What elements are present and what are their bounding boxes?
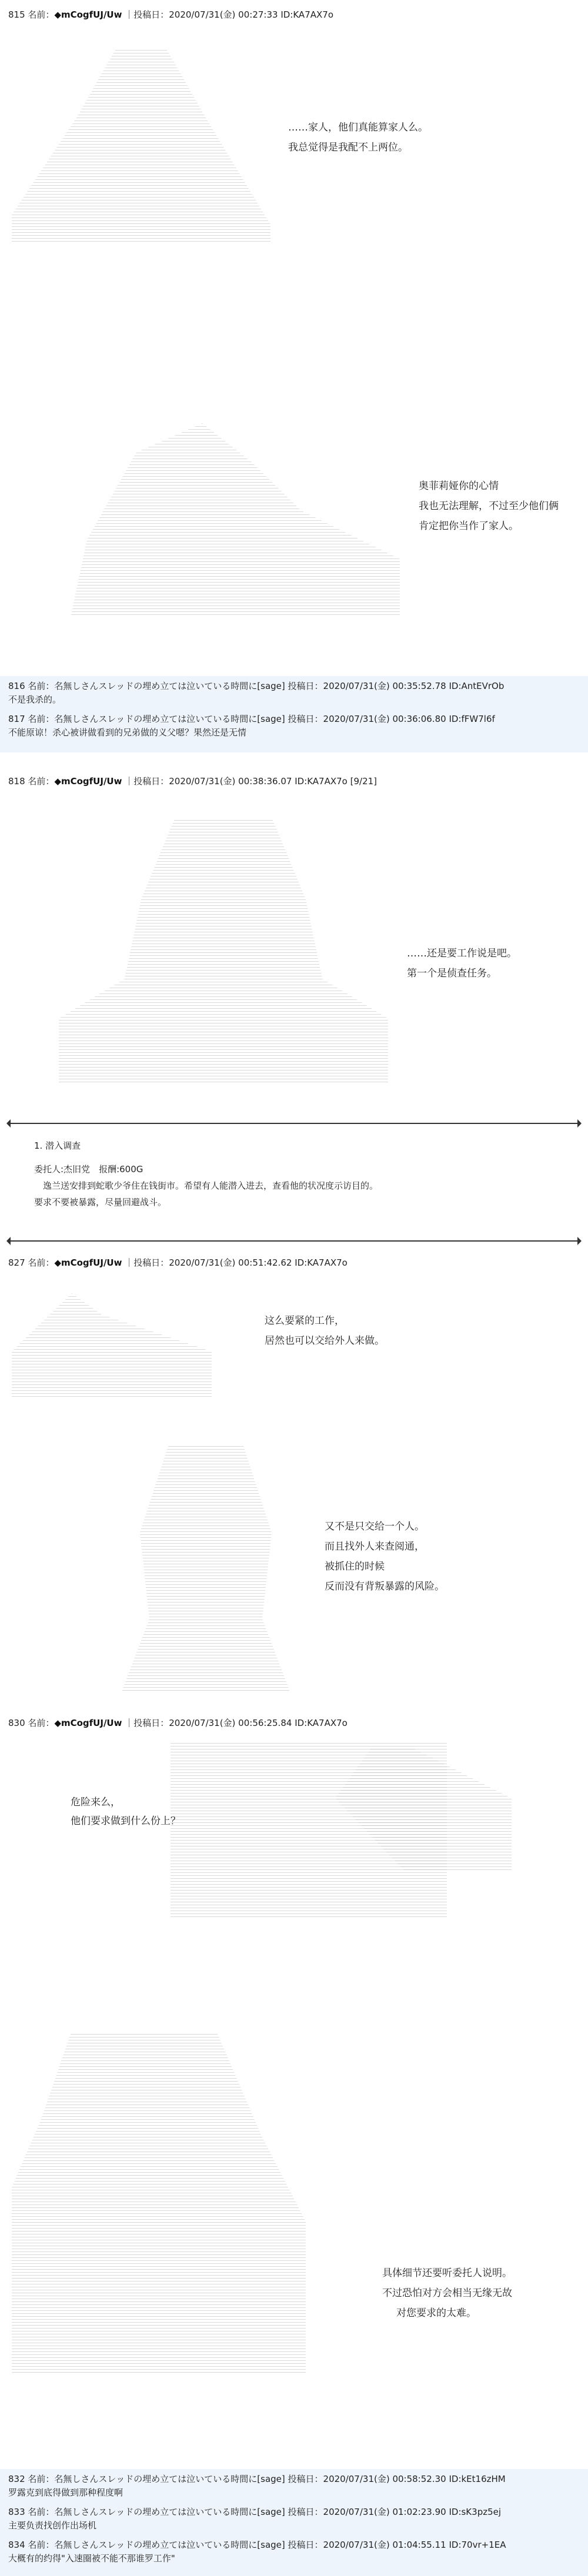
post-header: 832 名前：名無しさんスレッドの埋め立ては泣いている時間に[sage] 投稿日：2020/07/31(金) 00:58:52.30 ID:kEt16zHM xyxy=(8,2474,506,2484)
dialog-text: ……还是要工作说是吧。 第一个是侦查任务。 xyxy=(407,948,517,979)
reply-block: 832 名前：名無しさんスレッドの埋め立ては泣いている時間に[sage] 投稿日：2020/07/31(金) 00:58:52.30 ID:kEt16zHM 罗露克到底得做到那种程度啊 833 名前：名無しさんスレッドの埋め立ては泣いている時間に[sage] 投稿日：2020/07/31(金) 01:02:23.90 ID:sK3pz5ej 主要负责找创作出场机 834 名前：名無しさんスレッドの埋め立ては泣いている時間に[sage] 投稿日：2020/07/31(金) 01:04:55.11 ID:70vr+1EA 大概有的约得"入速圈被不能不那谁罗工作" xyxy=(0,2469,588,2576)
dialog-text: 又不是只交给一个人。 而且找外人来查阅通， 被抓住的时候 反而没有背叛暴露的风险。 xyxy=(325,1521,445,1593)
ascii-art-character xyxy=(12,2034,306,2375)
task-title: 1. 潜入调查 xyxy=(34,1140,81,1151)
tripcode[interactable]: ◆mCogfUJ/Uw xyxy=(54,776,122,787)
reply-block: 816 名前：名無しさんスレッドの埋め立ては泣いている時間に[sage] 投稿日：2020/07/31(金) 00:35:52.78 ID:AntEVrOb 不是我杀的。 817 名前：名無しさんスレッドの埋め立ては泣いている時間に[sage] 投稿日：2020/07/31(金) 00:36:06.80 ID:fFW7l6f 不能原谅！杀心被讲做看到的兄弟做的义父嗯？果然还是无情 xyxy=(0,676,588,752)
ascii-art-character xyxy=(59,820,388,1085)
divider xyxy=(8,1123,580,1124)
post-header: 833 名前：名無しさんスレッドの埋め立ては泣いている時間に[sage] 投稿日：2020/07/31(金) 01:02:23.90 ID:sK3pz5ej xyxy=(8,2507,502,2517)
tripcode[interactable]: ◆mCogfUJ/Uw xyxy=(54,1257,122,1268)
ascii-art-character xyxy=(12,1293,212,1399)
divider xyxy=(8,1240,580,1242)
dialog-text: 具体细节还要听委托人说明。 不过恐怕对方会相当无缘无故 对您要求的太难。 xyxy=(382,2267,512,2319)
post-header: 816 名前：名無しさんスレッドの埋め立ては泣いている時間に[sage] 投稿日：2020/07/31(金) 00:35:52.78 ID:AntEVrOb xyxy=(8,681,505,691)
ascii-art-character xyxy=(12,50,270,244)
dialog-text: 奥菲莉娅你的心情 我也无法理解，不过至少他们俩 肯定把你当作了家人。 xyxy=(419,480,559,532)
tripcode[interactable]: ◆mCogfUJ/Uw xyxy=(54,1718,122,1728)
post-header: 817 名前：名無しさんスレッドの埋め立ては泣いている時間に[sage] 投稿日：2020/07/31(金) 00:36:06.80 ID:fFW7l6f xyxy=(8,714,495,724)
post-header: 834 名前：名無しさんスレッドの埋め立ては泣いている時間に[sage] 投稿日：2020/07/31(金) 01:04:55.11 ID:70vr+1EA xyxy=(8,2540,506,2550)
dialog-text: 这么要紧的工作， 居然也可以交给外人来做。 xyxy=(265,1315,385,1347)
post-header: 815 名前：◆mCogfUJ/Uw ｜投稿日：2020/07/31(金) 00:27:33 ID:KA7AX7o xyxy=(8,9,333,20)
post-header: 818 名前：◆mCogfUJ/Uw ｜投稿日：2020/07/31(金) 00:38:36.07 ID:KA7AX7o [9/21] xyxy=(8,776,377,787)
dialog-text: 危险来么， 他们要求做到什么份上？ xyxy=(71,1796,181,1827)
post-header: 830 名前：◆mCogfUJ/Uw ｜投稿日：2020/07/31(金) 00:56:25.84 ID:KA7AX7o xyxy=(8,1718,348,1728)
ascii-art-character xyxy=(112,1446,300,1693)
task-description: 1. 潜入调查 委托人:杰旧党 报酬:600G 逸兰送安排到蛇歌少爷住在钱街市。希望有人能潜入进去，查看他的状况度示访目的。 要求不要被暴露，尽量回避战斗。 xyxy=(34,1138,552,1210)
tripcode[interactable]: ◆mCogfUJ/Uw xyxy=(54,9,122,20)
post-header: 827 名前：◆mCogfUJ/Uw ｜投稿日：2020/07/31(金) 00:51:42.62 ID:KA7AX7o xyxy=(8,1257,348,1268)
ascii-art-character xyxy=(71,423,400,617)
dialog-text: ……家人，他们真能算家人么。 我总觉得是我配不上两位。 xyxy=(288,122,428,153)
